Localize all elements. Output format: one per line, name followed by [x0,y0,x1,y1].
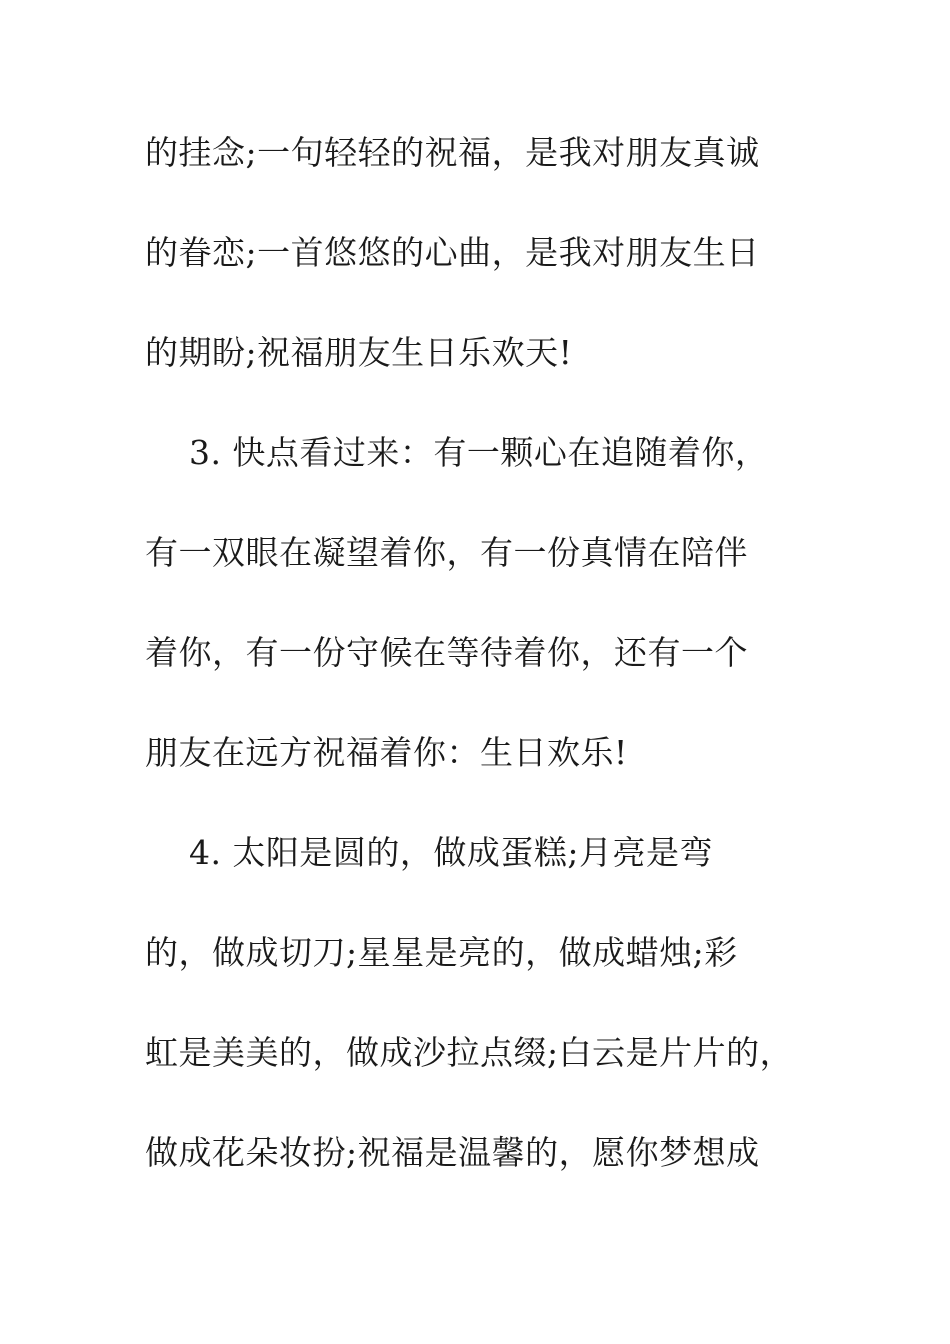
text-line: 的挂念;一句轻轻的祝福，是我对朋友真诚 [145,133,760,172]
text-line: 的，做成切刀;星星是亮的，做成蜡烛;彩 [145,933,738,972]
text-line: 有一双眼在凝望着你，有一份真情在陪伴 [145,533,748,572]
paragraph-4-first-line: 4. 太阳是圆的，做成蛋糕;月亮是弯 [145,833,714,872]
text-line: 做成花朵妆扮;祝福是温馨的，愿你梦想成 [145,1133,760,1172]
text-line: 朋友在远方祝福着你：生日欢乐! [145,733,628,772]
paragraph-3-first-line: 3. 快点看过来：有一颗心在追随着你， [145,433,769,472]
text-line: 的期盼;祝福朋友生日乐欢天! [145,333,573,372]
text-line: 虹是美美的，做成沙拉点缀;白云是片片的， [145,1033,794,1072]
text-line: 着你，有一份守候在等待着你，还有一个 [145,633,748,672]
text-line: 的眷恋;一首悠悠的心曲，是我对朋友生日 [145,233,760,272]
